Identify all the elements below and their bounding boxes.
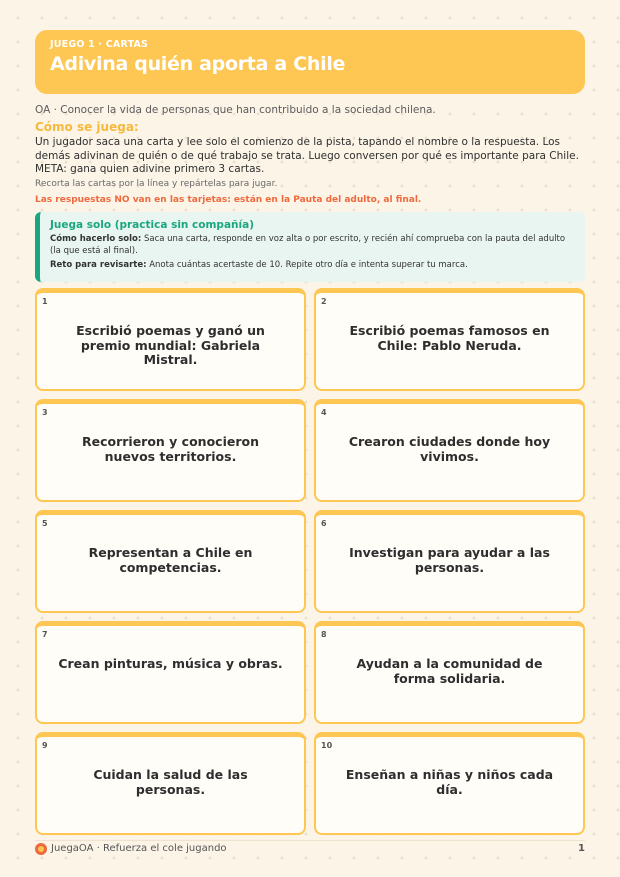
- solo-challenge-label: Reto para revisarte:: [50, 260, 147, 270]
- solo-how-text: Saca una carta, responde en voz alta o por escrito, y recién ahí comprueba con la pauta del adulto (la que está al final).: [50, 234, 566, 256]
- card-clue: Ayudan a la comunidad de forma solidaria.: [356, 656, 543, 686]
- card-9[interactable]: [35, 732, 306, 835]
- page-number: 1: [578, 843, 585, 854]
- solo-play-box: [35, 212, 585, 282]
- card-1[interactable]: [35, 288, 306, 391]
- card-clue: Crean pinturas, música y obras.: [58, 656, 283, 671]
- card-number: 2: [321, 297, 327, 306]
- card-clue: Crearon ciudades donde hoy vivimos.: [348, 434, 551, 464]
- solo-challenge-text: Anota cuántas acertaste de 10. Repite otro día e intenta superar tu marca.: [149, 260, 468, 270]
- card-10[interactable]: [314, 732, 585, 835]
- solo-how-label: Cómo hacerlo solo:: [50, 234, 142, 244]
- card-number: 7: [42, 630, 48, 639]
- card-2[interactable]: [314, 288, 585, 391]
- card-number: 3: [42, 408, 48, 417]
- card-number: 8: [321, 630, 327, 639]
- card-number: 4: [321, 408, 327, 417]
- card-clue: Cuidan la salud de las personas.: [93, 767, 248, 797]
- footer-divider: [35, 840, 585, 841]
- footer-brand: JuegaOA · Refuerza el cole jugando: [51, 843, 227, 854]
- card-clue: Escribió poemas famosos en Chile: Pablo Neruda.: [349, 323, 550, 353]
- game-kicker: JUEGO 1 · CARTAS: [50, 39, 149, 50]
- page-header: [35, 30, 585, 94]
- brand-logo-icon: [35, 843, 47, 855]
- card-clue: Recorrieron y conocieron nuevos territorios.: [81, 434, 259, 464]
- card-6[interactable]: [314, 510, 585, 613]
- card-8[interactable]: [314, 621, 585, 724]
- learning-objective: OA · Conocer la vida de personas que han contribuido a la sociedad chilena.: [35, 104, 436, 116]
- card-clue: Escribió poemas y ganó un premio mundial: Gabriela Mistral.: [76, 323, 265, 367]
- card-3[interactable]: [35, 399, 306, 502]
- card-clue: Representan a Chile en competencias.: [88, 545, 253, 575]
- page-title: Adivina quién aporta a Chile: [50, 53, 346, 75]
- card-5[interactable]: [35, 510, 306, 613]
- card-clue: Enseñan a niñas y niños cada día.: [345, 767, 554, 797]
- solo-how: [50, 234, 575, 257]
- cut-note: Recorta las cartas por la línea y repártelas para jugar.: [35, 179, 278, 189]
- solo-title: Juega solo (practica sin compañía): [50, 219, 254, 231]
- answers-warning: Las respuestas NO van en las tarjetas: están en la Pauta del adulto, al final.: [35, 195, 422, 205]
- card-number: 1: [42, 297, 48, 306]
- solo-challenge: [50, 260, 575, 272]
- card-clue: Investigan para ayudar a las personas.: [349, 545, 550, 575]
- card-number: 5: [42, 519, 48, 528]
- card-number: 9: [42, 741, 48, 750]
- how-to-play-text: Un jugador saca una carta y lee solo el comienzo de la pista, tapando el nombre o la respuesta. Los demás adivinan de quién o de qué trabajo se trata. Luego conversen por qué es importante para Chile. META: gana quien adivine primero 3 cartas.: [35, 136, 579, 175]
- card-number: 10: [321, 741, 333, 750]
- card-4[interactable]: [314, 399, 585, 502]
- card-7[interactable]: [35, 621, 306, 724]
- how-to-play-title: Cómo se juega:: [35, 120, 139, 134]
- card-number: 6: [321, 519, 327, 528]
